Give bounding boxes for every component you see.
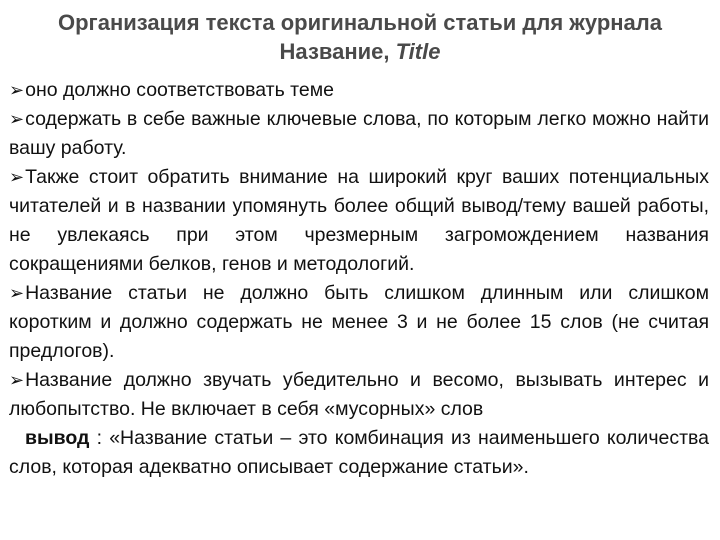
bullet-text: оно должно соответствовать теме — [25, 79, 334, 101]
bullet-item — [9, 366, 709, 424]
conclusion-label: вывод — [25, 427, 90, 449]
conclusion — [9, 424, 709, 482]
slide-body — [9, 76, 709, 482]
title-subtitle-ru: Название, — [279, 39, 396, 64]
arrow-bullet-icon: ➢ — [9, 167, 25, 187]
title-line-2 — [0, 37, 720, 66]
bullet-item — [9, 76, 709, 105]
title-line-1: Организация текста оригинальной статьи для журнала — [58, 10, 662, 35]
bullet-item — [9, 279, 709, 366]
bullet-text: содержать в себе важные ключевые слова, по которым легко можно найти вашу работу. — [9, 108, 709, 159]
conclusion-separator: : — [89, 427, 110, 449]
bullet-item — [9, 105, 709, 163]
bullet-item — [9, 163, 709, 279]
bullet-text: Также стоит обратить внимание на широкий круг ваших потенциальных читателей и в названии упомянуть более общий вывод/тему вашей работы, не увлекаясь при этом чрезмерным загромождением названия сокращениями белков, генов и методологий. — [9, 166, 709, 275]
bullet-text: Название статьи не должно быть слишком длинным или слишком коротким и должно содержать не менее 3 и не более 15 слов (не считая предлогов). — [9, 282, 709, 362]
conclusion-text: «Название статьи – это комбинация из наименьшего количества слов, которая адекватно описывает содержание статьи». — [9, 427, 709, 478]
arrow-bullet-icon: ➢ — [9, 283, 25, 303]
arrow-bullet-icon: ➢ — [9, 80, 25, 100]
slide-title — [0, 8, 720, 66]
arrow-bullet-icon: ➢ — [9, 109, 25, 129]
arrow-bullet-icon: ➢ — [9, 370, 25, 390]
bullet-text: Название должно звучать убедительно и весомо, вызывать интерес и любопытство. Не включает в себя «мусорных» слов — [9, 369, 709, 420]
title-subtitle-en: Title — [395, 39, 441, 64]
